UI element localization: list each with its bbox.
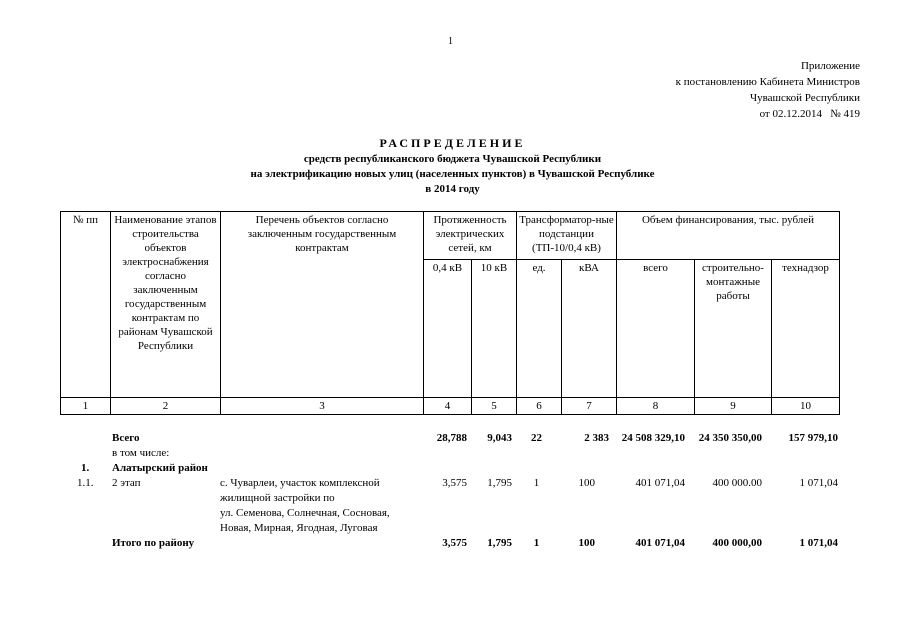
total-row <box>60 431 839 446</box>
total-kv04: 28,788 <box>436 432 467 444</box>
header-length: Протяженность электрических сетей, км <box>424 212 517 260</box>
district-name: Алатырский район <box>112 462 208 474</box>
total-label: Всего <box>112 432 140 444</box>
subtitle-line: в 2014 году <box>425 183 480 195</box>
header-kv04: 0,4 кВ <box>424 260 472 398</box>
page-number: 1 <box>448 36 453 47</box>
column-number: 2 <box>111 398 221 415</box>
district-total-kv10: 1,795 <box>487 537 512 549</box>
header-num: № пп <box>61 212 111 398</box>
item-kv10: 1,795 <box>487 477 512 489</box>
item-object-line: с. Чуварлеи, участок комплексной <box>220 477 380 489</box>
header-units: ед. <box>517 260 562 398</box>
district-total-supervision: 1 071,04 <box>799 537 838 549</box>
district-total-row <box>60 536 839 551</box>
total-units: 22 <box>531 432 542 444</box>
appendix-line: Приложение <box>800 60 860 72</box>
total-sum: 24 508 329,10 <box>621 432 685 444</box>
district-total-sum: 401 071,04 <box>635 537 685 549</box>
appendix-date-line: от 02.12.2014 № 419 <box>759 108 860 120</box>
header-financing: Объем финансирования, тыс. рублей <box>617 212 840 260</box>
subtitle-line: средств республиканского бюджета Чувашской Республики <box>303 153 602 165</box>
header-construction: строительно-монтажные работы <box>695 260 772 398</box>
total-supervision: 157 979,10 <box>788 432 838 444</box>
column-number: 3 <box>221 398 424 415</box>
item-object-line: жилищной застройки по <box>220 492 335 504</box>
appendix-line: Чувашской Республики <box>749 92 860 104</box>
data-rows <box>60 431 839 551</box>
header-table <box>60 211 840 415</box>
district-total-kva: 100 <box>578 537 595 549</box>
item-num: 1.1. <box>77 477 94 489</box>
appendix-line: к постановлению Кабинета Министров <box>675 76 860 88</box>
column-number: 1 <box>61 398 111 415</box>
column-number: 9 <box>695 398 772 415</box>
item-supervision: 1 071,04 <box>799 477 838 489</box>
header-total: всего <box>617 260 695 398</box>
item-total: 401 071,04 <box>635 477 685 489</box>
item-units: 1 <box>533 477 540 489</box>
column-number: 4 <box>424 398 472 415</box>
column-number: 10 <box>772 398 840 415</box>
including-row <box>60 446 839 461</box>
header-objects: Перечень объектов согласно заключенным государственным контрактам <box>221 212 424 398</box>
district-num: 1. <box>81 462 90 474</box>
total-kv10: 9,043 <box>487 432 512 444</box>
district-total-kv04: 3,575 <box>442 537 467 549</box>
header-supervision: технадзор <box>772 260 840 398</box>
district-total-units: 1 <box>533 537 540 549</box>
column-number: 7 <box>562 398 617 415</box>
district-total-construction: 400 000,00 <box>712 537 762 549</box>
item-object-line: ул. Семенова, Солнечная, Сосновая, <box>220 507 390 519</box>
item-object <box>220 476 390 536</box>
district-total-label: Итого по району <box>112 537 195 549</box>
item-construction: 400 000.00 <box>712 477 762 489</box>
subtitle-line: на электрификацию новых улиц (населенных пунктов) в Чувашской Республике <box>250 168 655 180</box>
item-stage: 2 этап <box>112 477 141 489</box>
total-construction: 24 350 350,00 <box>698 432 762 444</box>
column-number: 5 <box>472 398 517 415</box>
item-kv04: 3,575 <box>442 477 467 489</box>
appendix-block <box>560 58 860 122</box>
district-row <box>60 461 839 476</box>
header-kv10: 10 кВ <box>472 260 517 398</box>
column-number: 6 <box>517 398 562 415</box>
column-number: 8 <box>617 398 695 415</box>
including-label: в том числе: <box>112 447 170 459</box>
item-row <box>60 476 839 536</box>
item-kva: 100 <box>578 477 595 489</box>
header-stages: Наименование этапов строительства объектов электроснабжения согласно заключенным государственным контрактам по районам Чувашской Республики <box>111 212 221 398</box>
document-title: РАСПРЕДЕЛЕНИЕ <box>379 136 526 150</box>
header-kva: кВА <box>562 260 617 398</box>
item-object-line: Новая, Мирная, Ягодная, Луговая <box>220 522 378 534</box>
total-kva: 2 383 <box>584 432 609 444</box>
header-transformer: Трансформатор-ные подстанции (ТП-10/0,4 кВ) <box>517 212 617 260</box>
document-subtitle <box>0 152 905 197</box>
